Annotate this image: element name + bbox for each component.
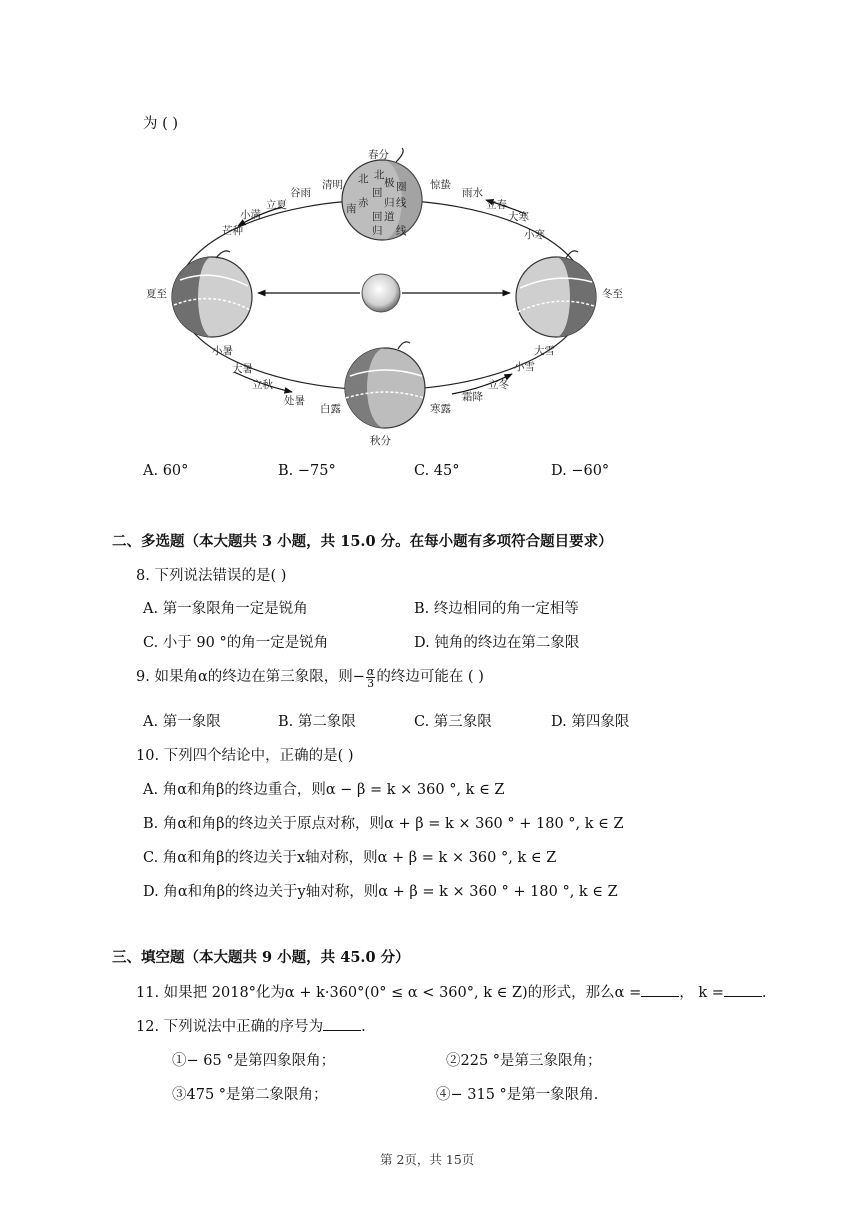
q11-blank-k (724, 984, 762, 997)
svg-text:谷雨: 谷雨 (290, 187, 311, 199)
term-winter-solstice: 冬至 (602, 288, 623, 300)
svg-text:处暑: 处暑 (284, 395, 305, 407)
svg-text:归: 归 (372, 225, 383, 237)
q7-option-d: D. −60° (551, 463, 610, 479)
svg-text:小寒: 小寒 (524, 229, 545, 241)
q12-item-1: ①− 65 °是第四象限角； (172, 1053, 336, 1069)
globe-summer-icon (172, 251, 252, 337)
term-spring-equinox: 春分 (368, 149, 389, 161)
term-autumn-equinox: 秋分 (370, 435, 391, 447)
svg-text:立夏: 立夏 (266, 199, 287, 211)
svg-text:归: 归 (384, 197, 395, 209)
svg-text:大雪: 大雪 (534, 345, 555, 357)
q12-item-4: ④− 315 °是第一象限角. (436, 1087, 599, 1103)
q9-stem: 9. 如果角α的终边在第三象限，则− $\frac{\alpha}{3}$ 的终边可能在 ( ) (136, 664, 484, 690)
q8-option-a: A. 第一象限角一定是锐角 (143, 601, 308, 617)
svg-text:南: 南 (346, 203, 357, 215)
svg-text:小雪: 小雪 (514, 361, 535, 373)
q9-option-c: C. 第三象限 (414, 714, 492, 730)
q7-option-b: B. −75° (278, 463, 336, 479)
q9-option-d: D. 第四象限 (551, 714, 630, 730)
svg-text:惊蛰: 惊蛰 (430, 179, 451, 191)
solar-terms-diagram (140, 140, 640, 450)
svg-text:回: 回 (372, 187, 383, 199)
q12-stem: 12. 下列说法中正确的序号为 . (136, 1019, 366, 1035)
q11-stem: 11. 如果把 2018°化为α + k·360°(0° ≤ α < 360°, k ∈ Z)的形式，那么α = ， k = . (136, 985, 767, 1001)
section-title-multiple-choice: 二、多选题（本大题共 3 小题，共 15.0 分。在每小题有多项符合题目要求） (112, 533, 613, 550)
svg-text:立春: 立春 (486, 199, 507, 211)
q10-option-a: A. 角α和角β的终边重合，则α − β = k × 360 °, k ∈ Z (143, 782, 505, 798)
svg-text:线: 线 (396, 197, 407, 209)
svg-text:大寒: 大寒 (508, 211, 529, 223)
svg-text:小满: 小满 (240, 209, 261, 221)
term-summer-solstice: 夏至 (146, 288, 167, 300)
svg-text:道: 道 (384, 211, 395, 223)
q12-item-2: ②225 °是第三象限角； (446, 1053, 602, 1069)
q12-item-3: ③475 °是第二象限角； (172, 1087, 328, 1103)
svg-text:北: 北 (358, 173, 369, 185)
q10-option-c: C. 角α和角β的终边关于x轴对称，则α + β = k × 360 °, k ∈ Z (143, 850, 557, 866)
globe-winter-icon (516, 251, 596, 337)
svg-text:北: 北 (374, 169, 385, 181)
q8-option-d: D. 钝角的终边在第二象限 (414, 635, 580, 651)
svg-text:线: 线 (396, 225, 407, 237)
q11-blank-alpha (641, 984, 679, 997)
q7-stem-tail: 为 ( ) (143, 116, 179, 132)
svg-text:立冬: 立冬 (488, 379, 509, 391)
svg-text:极: 极 (384, 177, 395, 189)
q7-option-c: C. 45° (414, 463, 460, 479)
q12-blank (323, 1018, 361, 1031)
svg-text:赤: 赤 (358, 197, 369, 209)
q10-option-b: B. 角α和角β的终边关于原点对称，则α + β = k × 360 ° + 180 °, k ∈ Z (143, 816, 624, 832)
svg-text:霜降: 霜降 (462, 391, 483, 403)
q10-option-d: D. 角α和角β的终边关于y轴对称，则α + β = k × 360 ° + 180 °, k ∈ Z (143, 884, 618, 900)
svg-text:小暑: 小暑 (212, 345, 233, 357)
q7-option-a: A. 60° (143, 463, 189, 479)
svg-text:立秋: 立秋 (252, 379, 273, 391)
svg-text:白露: 白露 (320, 403, 341, 415)
q9-fraction: $\frac{\alpha}{3}$ (366, 664, 375, 690)
q8-option-c: C. 小于 90 °的角一定是锐角 (143, 635, 329, 651)
svg-text:寒露: 寒露 (430, 403, 451, 415)
svg-text:圈: 圈 (396, 181, 407, 193)
q8-stem: 8. 下列说法错误的是( ) (136, 568, 287, 584)
q9-option-a: A. 第一象限 (143, 714, 221, 730)
q10-stem: 10. 下列四个结论中，正确的是( ) (136, 748, 354, 764)
globe-autumn-icon (345, 342, 425, 428)
section-title-fill-in: 三、填空题（本大题共 9 小题，共 45.0 分） (112, 949, 410, 966)
svg-text:芒种: 芒种 (222, 225, 243, 237)
page-number: 第 2页，共 15页 (380, 1152, 475, 1167)
svg-text:大暑: 大暑 (232, 363, 253, 375)
svg-text:清明: 清明 (322, 179, 343, 191)
svg-text:雨水: 雨水 (462, 187, 483, 199)
svg-text:回: 回 (372, 211, 383, 223)
q8-option-b: B. 终边相同的角一定相等 (414, 601, 579, 617)
sun-icon (362, 274, 400, 312)
q9-option-b: B. 第二象限 (278, 714, 356, 730)
